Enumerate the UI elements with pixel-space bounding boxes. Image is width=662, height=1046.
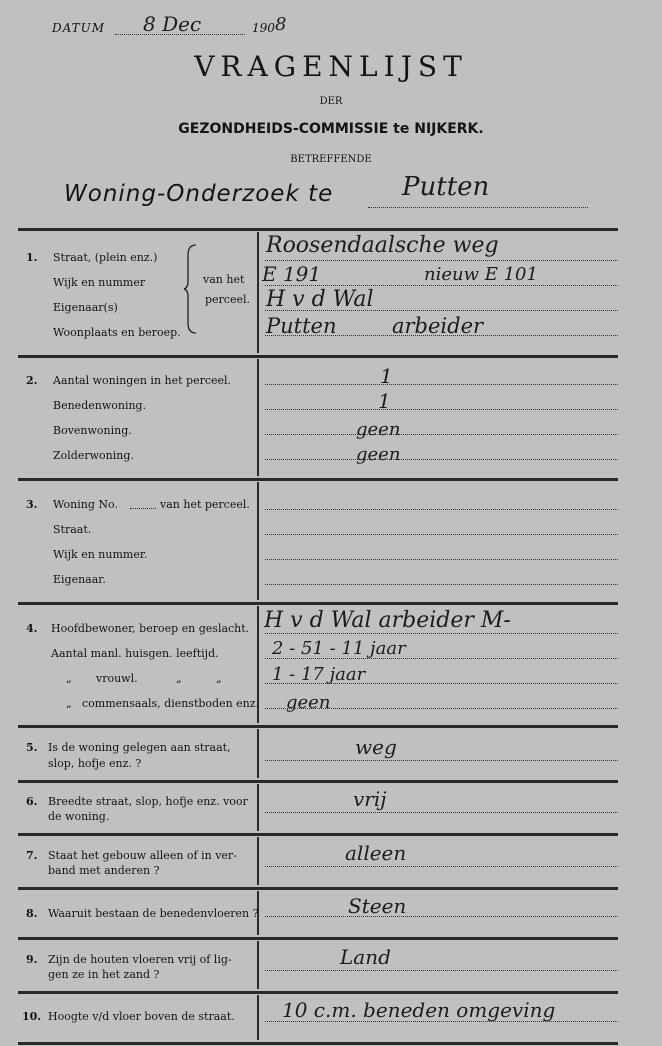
- s9-value: Land: [340, 945, 391, 969]
- s5-label-1: Is de woning gelegen aan straat,: [48, 741, 231, 754]
- s1-owner-value: H v d Wal: [266, 287, 374, 312]
- s3-owner-label: Eigenaar.: [53, 573, 106, 586]
- s2-upper-label: Bovenwoning.: [53, 424, 132, 437]
- s2-line-1: [265, 384, 618, 385]
- s2-ground-label: Benedenwoning.: [53, 399, 147, 412]
- s6-label-2: de woning.: [48, 810, 110, 823]
- s4-female-value: 1 - 17 jaar: [272, 664, 366, 685]
- s2-line-2: [265, 409, 618, 410]
- s4-ditto-3: „: [216, 672, 222, 685]
- s6-value: vrij: [353, 787, 387, 811]
- rule-top: [18, 228, 618, 231]
- s1-line-1: [265, 260, 618, 261]
- rule-5: [18, 780, 618, 783]
- s2-ground-value: 1: [378, 389, 391, 413]
- s2-count-value: 1: [380, 364, 393, 388]
- section-1-number: 1.: [26, 251, 38, 264]
- s3-house-dots: [130, 508, 156, 509]
- section-9-number: 9.: [26, 953, 38, 966]
- s1-brace-text-2: perceel.: [205, 293, 251, 306]
- year-prefix: 190: [252, 21, 275, 35]
- year-suffix: 8: [275, 14, 287, 35]
- s3-parcel-label: van het perceel.: [160, 498, 250, 511]
- s6-line: [265, 812, 618, 813]
- s5-label-2: slop, hofje enz. ?: [48, 757, 142, 770]
- s1-residence-label: Woonplaats en beroep.: [53, 326, 181, 339]
- section-3-number: 3.: [26, 498, 38, 511]
- rule-4: [18, 725, 618, 728]
- place-value: Putten: [402, 172, 490, 202]
- s9-label-2: gen ze in het zand ?: [48, 968, 160, 981]
- s4-male-label: Aantal manl. huisgen. leeftijd.: [51, 647, 219, 660]
- s8-value: Steen: [348, 894, 407, 918]
- s3-line-1: [265, 509, 618, 510]
- s4-line-1: [265, 633, 618, 634]
- betreffende-label: BETREFFENDE: [290, 154, 372, 165]
- s1-brace-text-1: van het: [203, 273, 245, 286]
- s4-head-value: H v d Wal arbeider M-: [264, 608, 511, 633]
- s4-boarders-value: geen: [286, 692, 331, 713]
- s1-residence-value: Putten: [266, 314, 337, 338]
- s5-line: [265, 760, 618, 761]
- rule-10: [18, 1042, 618, 1045]
- section-2-number: 2.: [26, 374, 38, 387]
- s2-upper-value: geen: [356, 419, 401, 440]
- s4-ditto-1: „: [66, 672, 72, 685]
- divider-1: [257, 232, 259, 353]
- s3-ward-label: Wijk en nummer.: [53, 548, 148, 561]
- s8-label-1: Waaruit bestaan de benedenvloeren ?: [48, 907, 259, 920]
- s4-female-label: vrouwl.: [96, 672, 138, 685]
- s1-ward-value: E 191: [262, 262, 322, 286]
- section-10-number: 10.: [22, 1010, 42, 1023]
- s3-house-label: Woning No.: [53, 498, 118, 511]
- divider-9: [257, 941, 259, 989]
- s3-street-label: Straat.: [53, 523, 92, 536]
- s6-label-1: Breedte straat, slop, hofje enz. voor: [48, 795, 248, 808]
- section-8-number: 8.: [26, 907, 38, 920]
- divider-10: [257, 995, 259, 1040]
- s1-ward-new-value: nieuw E 101: [424, 264, 538, 285]
- s3-line-4: [265, 584, 618, 585]
- s5-value: weg: [355, 735, 397, 759]
- s1-ward-label: Wijk en nummer: [53, 276, 146, 289]
- section-6-number: 6.: [26, 795, 38, 808]
- s7-label-1: Staat het gebouw alleen of in ver-: [48, 849, 237, 862]
- der-label: DER: [319, 96, 343, 107]
- rule-6: [18, 833, 618, 836]
- s1-occupation-value: arbeider: [392, 314, 484, 338]
- divider-6: [257, 784, 259, 831]
- s7-value: alleen: [345, 841, 407, 865]
- s7-label-2: band met anderen ?: [48, 864, 160, 877]
- s4-head-label: Hoofdbewoner, beroep en geslacht.: [51, 622, 250, 635]
- s3-line-3: [265, 559, 618, 560]
- subject-title: Woning-Onderzoek te: [64, 181, 334, 207]
- s4-boarders-label: commensaals, dienstboden enz.: [82, 697, 260, 710]
- s4-male-value: 2 - 51 - 11 jaar: [272, 638, 406, 659]
- s1-street-label: Straat, (plein enz.): [53, 251, 158, 264]
- s9-label-1: Zijn de houten vloeren vrij of lig-: [48, 953, 232, 966]
- curly-brace: [184, 243, 200, 335]
- divider-5: [257, 729, 259, 778]
- s2-attic-label: Zolderwoning.: [53, 449, 134, 462]
- s3-line-2: [265, 534, 618, 535]
- divider-7: [257, 837, 259, 885]
- rule-9: [18, 991, 618, 994]
- rule-2: [18, 478, 618, 481]
- s2-line-3: [265, 434, 618, 435]
- rule-1: [18, 355, 618, 358]
- s7-line: [265, 866, 618, 867]
- s8-line: [265, 916, 618, 917]
- divider-2: [257, 359, 259, 476]
- s2-line-4: [265, 459, 618, 460]
- s1-owner-label: Eigenaar(s): [53, 301, 118, 314]
- s10-label-1: Hoogte v/d vloer boven de straat.: [48, 1010, 235, 1023]
- s9-line: [265, 970, 618, 971]
- section-7-number: 7.: [26, 849, 38, 862]
- date-label: DATUM: [52, 21, 106, 35]
- rule-3: [18, 602, 618, 605]
- rule-8: [18, 937, 618, 940]
- section-4-number: 4.: [26, 622, 38, 635]
- s2-count-label: Aantal woningen in het perceel.: [53, 374, 232, 387]
- commission-name: GEZONDHEIDS-COMMISSIE te NIJKERK.: [178, 121, 484, 137]
- divider-3: [257, 482, 259, 600]
- s2-attic-value: geen: [356, 444, 401, 465]
- s4-ditto-4: „: [66, 697, 72, 710]
- date-value: 8 Dec: [143, 12, 202, 36]
- section-5-number: 5.: [26, 741, 38, 754]
- s4-ditto-2: „: [176, 672, 182, 685]
- rule-7: [18, 887, 618, 890]
- place-dots: [368, 207, 588, 208]
- s1-street-value: Roosendaalsche weg: [266, 233, 499, 258]
- page-title: VRAGENLIJST: [194, 50, 468, 83]
- s10-value: 10 c.m. beneden omgeving: [282, 998, 556, 1022]
